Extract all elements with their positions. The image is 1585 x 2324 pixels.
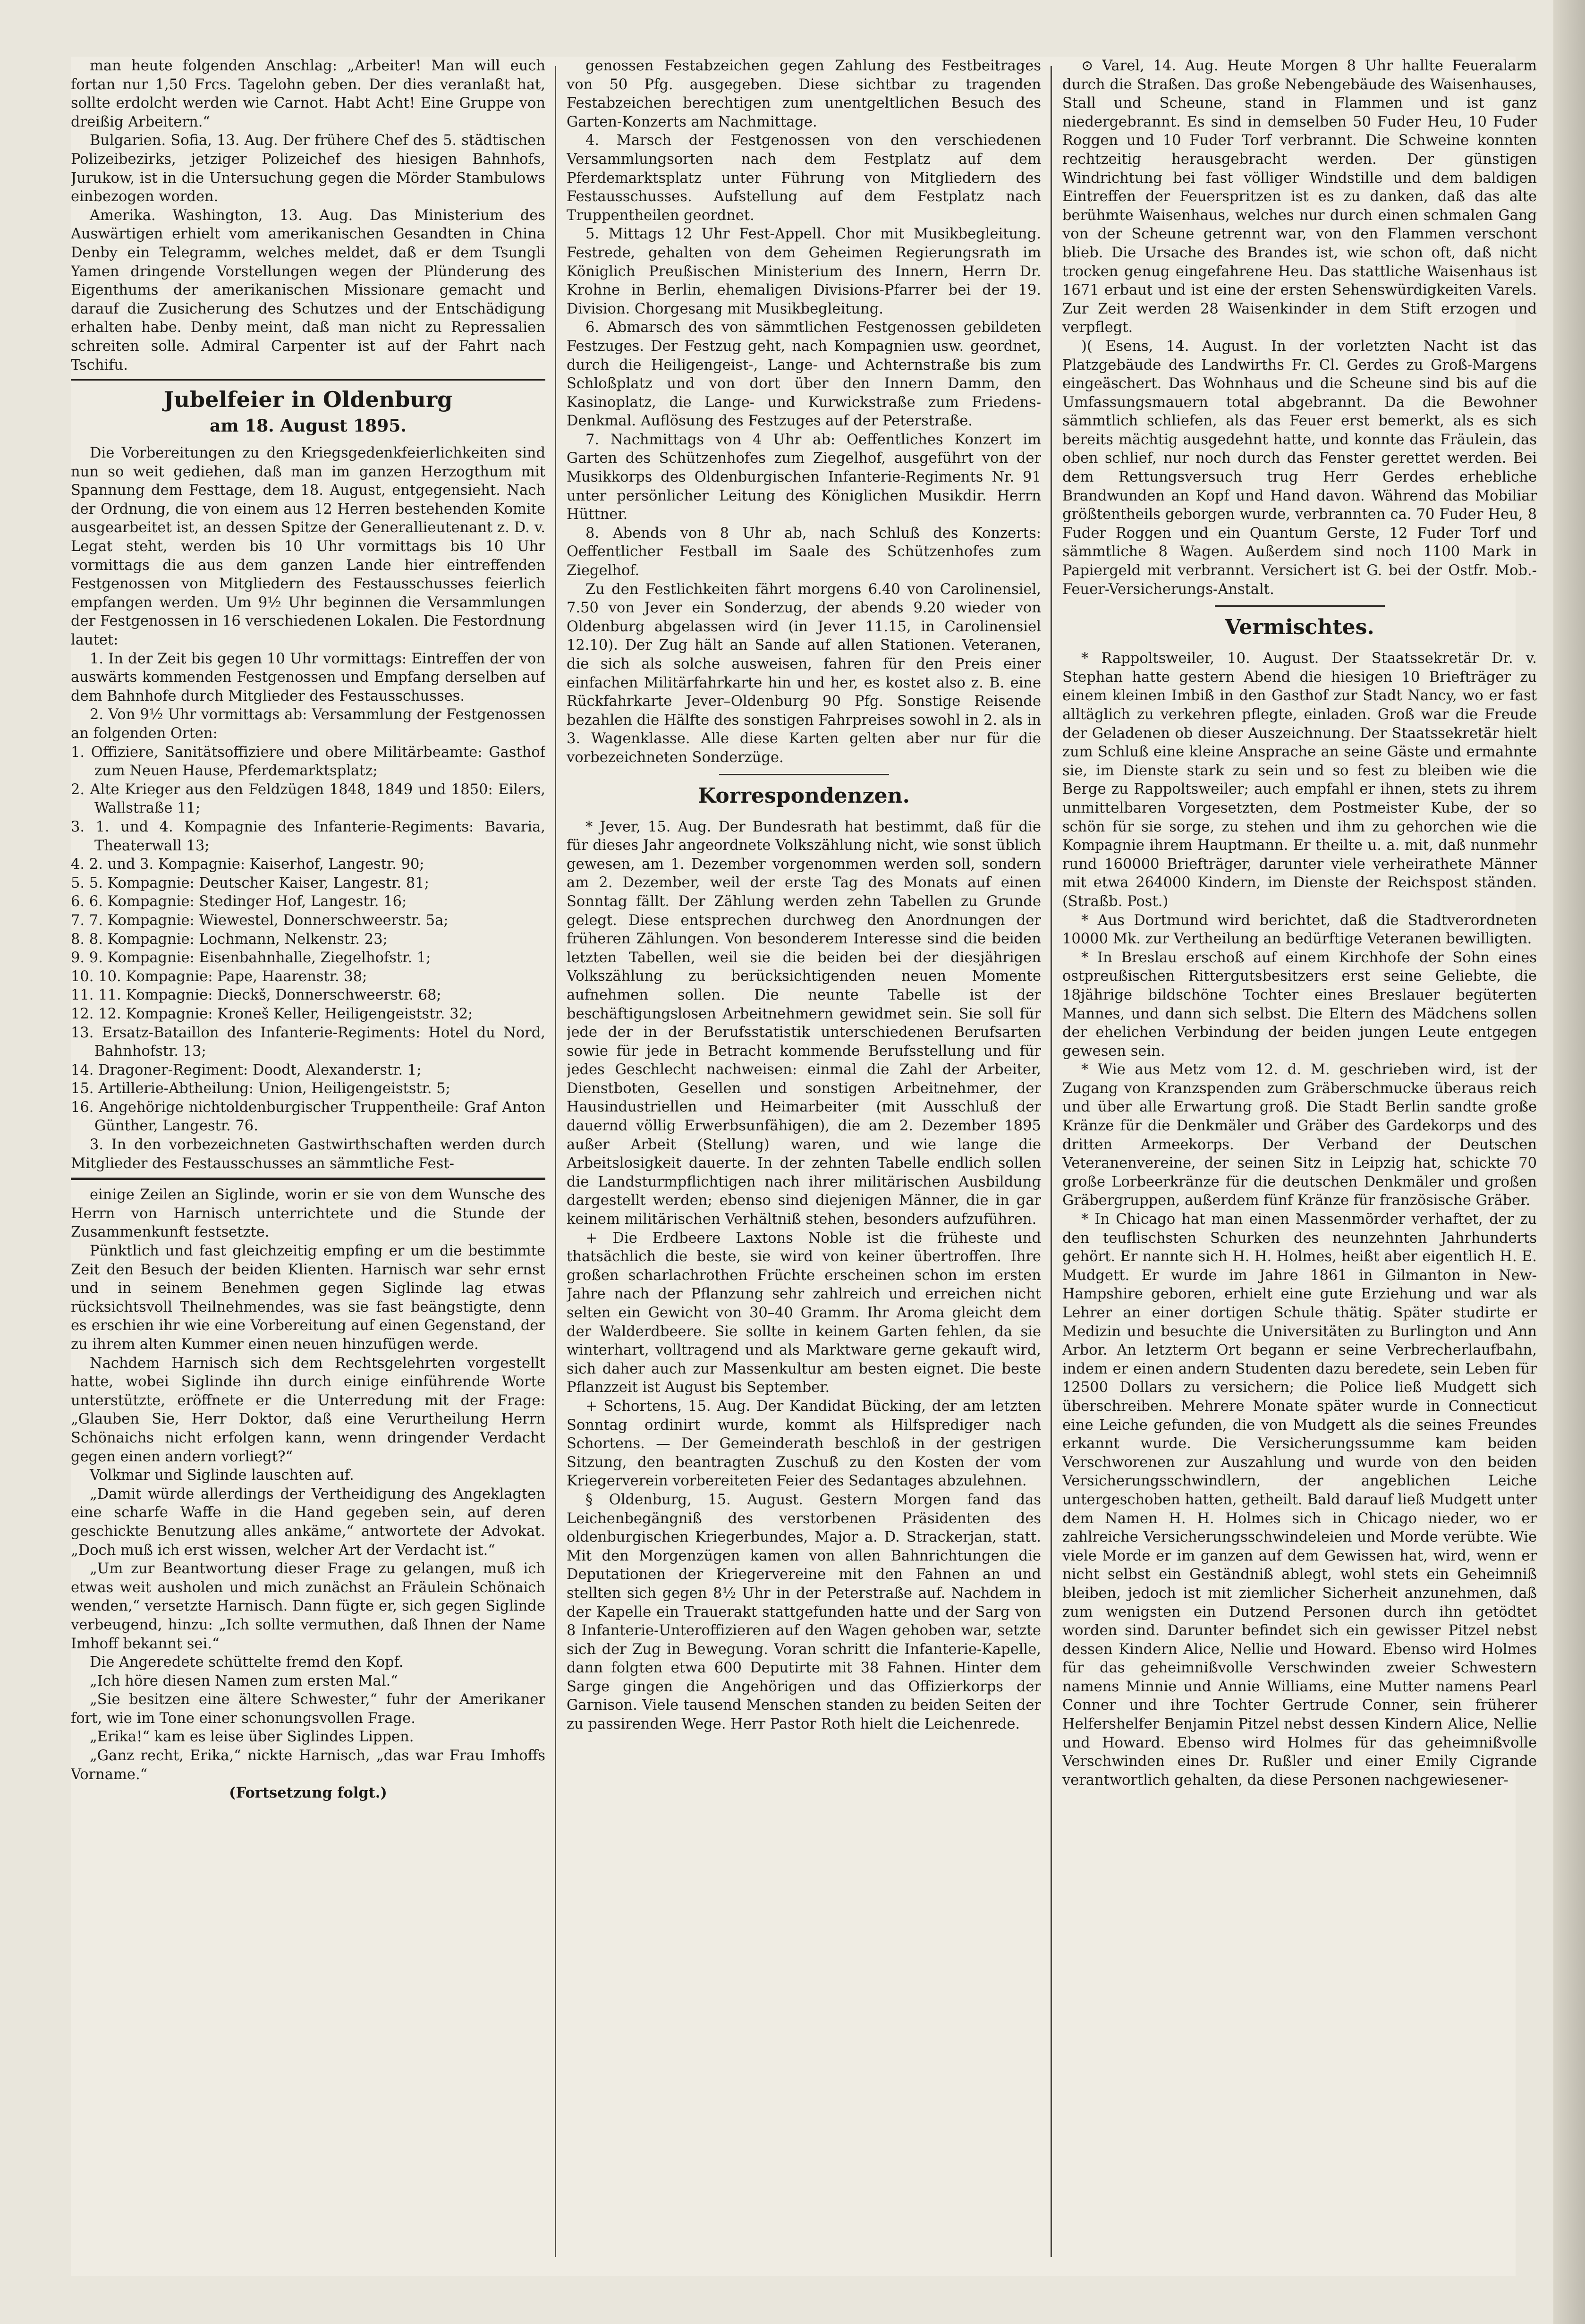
miscellany-paragraph: * In Breslau erschoß auf einem Kirchhofe der Sohn eines ostpreußischen Rittergutsbesitzers erst seine Geliebte, die 18jährige bildschöne Tochter eines Breslauer begüterten Mannes, und dann sich selbst. Die Eltern des Mädchens sollen der ehelichen Verbindung der beiden jungen Leute entgegen gewesen sein. xyxy=(1062,949,1537,1060)
article-paragraph: 2. Von 9½ Uhr vormittags ab: Versammlung der Festgenossen an folgenden Orten: xyxy=(71,706,545,742)
story-paragraph: „Damit würde allerdings der Vertheidigung des Angeklagten eine scharfe Waffe in die Hand gegeben sein, auf deren geschickte Benutzung alles ankäme,“ antwortete der Advokat. „Doch muß ich erst wissen, welcher Art der Verdacht ist.“ xyxy=(71,1485,545,1559)
vermischtes-articles xyxy=(1062,649,1537,1790)
feuilleton-divider xyxy=(71,1178,545,1180)
news-paragraph: )( Esens, 14. August. In der vorletzten Nacht ist das Platzgebäude des Landwirths Fr. Cl. Gerdes zu Groß-Margens eingeäschert. Das Wohnhaus und die Scheune sind bis auf die Umfassungsmauern total abgebrannt. Da die Bewohner sämmtlich schliefen, als das Feuer erst bemerkt, als es sich bereits mächtig ausgedehnt hatte, und konnte das Fräulein, das oben schlief, nur noch durch das Fenster gerettet werden. Bei dem Rettungsversuch trug Herr Gerdes erhebliche Brandwunden an Kopf und Hand davon. Während das Mobiliar größtentheils geborgen wurde, verbrannten ca. 70 Fuder Heu, 8 Fuder Roggen und ein Quantum Gerste, 12 Fuder Torf und sämmtliche 8 Wagen. Außerdem sind noch 1100 Mark in Papiergeld mit verbrannt. Versichert ist G. bei der Ostfr. Mob.-Feuer-Versicherungs-Anstalt. xyxy=(1062,338,1537,598)
story-paragraph: „Ganz recht, Erika,“ nickte Harnisch, „das war Frau Imhoffs Vorname.“ xyxy=(71,1747,545,1783)
location-item: 2. Alte Krieger aus den Feldzügen 1848, 1849 und 1850: Eilers, Wallstraße 11; xyxy=(71,781,545,817)
news-paragraph: Bulgarien. Sofia, 13. Aug. Der frühere Chef des 5. städtischen Polizeibezirks, jetziger Polizeichef des hiesigen Bahnhofs, Jurukow, ist in die Untersuchung gegen die Mörder Stambulows einbezogen worden. xyxy=(71,132,545,205)
program-paragraph: 6. Abmarsch des von sämmtlichen Festgenossen gebildeten Festzuges. Der Festzug geht, nach Kompagnien usw. geordnet, durch die Heiligengeist-, Lange- und Achternstraße bis zum Schloßplatz und von dort über den Innern Damm, den Kasinoplatz, die Lange- und Kurwickstraße zum Friedens-Denkmal. Auflösung des Festzuges auf der Peterstraße. xyxy=(567,319,1041,430)
location-item: 15. Artillerie-Abtheilung: Union, Heiligengeiststr. 5; xyxy=(71,1080,450,1097)
location-item: 6. 6. Kompagnie: Stedinger Hof, Langestr. 16; xyxy=(71,893,407,910)
page-edge xyxy=(1553,0,1585,2324)
feuilleton-story xyxy=(71,1186,545,1784)
story-paragraph: Die Angeredete schüttelte fremd den Kopf. xyxy=(90,1654,404,1671)
story-paragraph: einige Zeilen an Siglinde, worin er sie von dem Wunsche des Herrn von Harnisch unterrichtete und die Stunde der Zusammenkunft festsetzte. xyxy=(71,1187,545,1241)
location-item: 14. Dragoner-Regiment: Doodt, Alexanderstr. 1; xyxy=(71,1061,422,1078)
article-paragraph: Die Vorbereitungen zu den Kriegsgedenkfeierlichkeiten sind nun so weit gediehen, daß man im ganzen Herzogthum mit Spannung dem Festtage, dem 18. August, entgegensieht. Nach der Ordnung, die von einem aus 12 Herren bestehenden Komite ausgearbeitet ist, an dessen Spitze der Generallieutenant z. D. v. Legat steht, werden bis 10 Uhr vormittags bis 10 Uhr vormittags die aus dem ganzen Lande hier eintreffenden Festgenossen von Mitgliedern des Festausschusses feierlich empfangen werden. Um 9½ Uhr beginnen die Versammlungen der Festgenossen in 16 verschiedenen Lokalen. Die Festordnung lautet: xyxy=(71,445,545,649)
correspondence-paragraph: § Oldenburg, 15. August. Gestern Morgen fand das Leichenbegängniß des verstorbenen Präsidenten des oldenburgischen Kriegerbundes, Major a. D. Strackerjan, statt. Mit den Morgenzügen kamen von allen Bahnrichtungen die Deputationen der Kriegervereine mit den Fahnen an und stellten sich gegen 8½ Uhr in der Peterstraße auf. Nachdem in der Kapelle ein Trauerakt stattgefunden hatte und der Sarg von 8 Infanterie-Unteroffizieren auf den Wagen gehoben war, setzte sich der Zug in Bewegung. Voran schritt die Infanterie-Kapelle, dann folgten etwa 600 Deputirte mit 38 Fahnen. Hinter dem Sarge gingen die Angehörigen und das Offizierkorps der Garnison. Viele tausend Menschen standen zu beiden Seiten der zu passirenden Wege. Herr Pastor Roth hielt die Leichenrede. xyxy=(567,1491,1041,1733)
jubelfeier-title: Jubelfeier in Oldenburg xyxy=(163,387,453,413)
story-paragraph: „Ich höre diesen Namen zum ersten Mal.“ xyxy=(90,1672,398,1689)
jubelfeier-continuation: 3. In den vorbezeichneten Gastwirthschaften werden durch Mitglieder des Festausschusses an sämmtliche Fest- xyxy=(71,1137,545,1172)
location-item: 16. Angehörige nichtoldenburgischer Truppentheile: Graf Anton Günther, Langestr. 76. xyxy=(71,1099,545,1135)
assembly-locations-list xyxy=(71,743,545,1136)
program-paragraph: 5. Mittags 12 Uhr Fest-Appell. Chor mit Musikbegleitung. Festrede, gehalten von dem Geheimen Regierungsrath im Königlich Preußischen Ministerium des Innern, Herrn Dr. Krohne in Berlin, ehemaligen Divisions-Pfarrer bei der 19. Division. Chorgesang mit Musikbegleitung. xyxy=(567,226,1041,317)
story-paragraph: „Um zur Beantwortung dieser Frage zu gelangen, muß ich etwas weit ausholen und mich zunächst an Fräulein Schönaich wenden,“ versetzte Harnisch. Dann fügte er, sich gegen Siglinde verbeugend, hinzu: „Ich sollte vermuthen, daß Ihnen der Name Imhoff bekannt sei.“ xyxy=(71,1561,545,1652)
location-item: 13. Ersatz-Bataillon des Infanterie-Regiments: Hotel du Nord, Bahnhofstr. 13; xyxy=(71,1024,545,1060)
jubelfeier-article xyxy=(71,444,545,743)
story-paragraph: Nachdem Harnisch sich dem Rechtsgelehrten vorgestellt hatte, wobei Siglinde ihn durch einige einführende Worte unterstützte, eröffnete er die Unterredung mit der Frage: „Glauben Sie, Herr Doktor, daß eine Verurtheilung Herrn Schönaichs nicht erfolgen kann, wenn dringender Verdacht gegen einen andern vorliegt?“ xyxy=(71,1355,545,1465)
column-3 xyxy=(1062,57,1537,2276)
program-paragraph: 7. Nachmittags von 4 Uhr ab: Oeffentliches Konzert im Garten des Schützenhofes zum Ziegelhof, ausgeführt von der Musikkorps des Oldenburgischen Infanterie-Regiments Nr. 91 unter persönlicher Leitung des Königlichen Musikdir. Herrn Hüttner. xyxy=(567,431,1041,523)
location-item: 3. 1. und 4. Kompagnie des Infanterie-Regiments: Bavaria, Theaterwall 13; xyxy=(71,818,545,854)
location-item: 11. 11. Kompagnie: Dieckš, Donnerschweerstr. 68; xyxy=(71,987,441,1004)
korrespondenzen-title: Korrespondenzen. xyxy=(698,783,910,808)
story-paragraph: „Sie besitzen eine ältere Schwester,“ fuhr der Amerikaner fort, wie im Tone einer schonungsvollen Frage. xyxy=(71,1691,545,1727)
program-paragraph: genossen Festabzeichen gegen Zahlung des Festbeitrages von 50 Pfg. ausgegeben. Diese sichtbar zu tragenden Festabzeichen berechtigen zum unentgeltlichen Besuch des Garten-Konzerts am Nachmittage. xyxy=(567,58,1041,130)
section-divider xyxy=(71,379,545,381)
location-item: 5. 5. Kompagnie: Deutscher Kaiser, Langestr. 81; xyxy=(71,874,429,891)
correspondence-paragraph: * Jever, 15. Aug. Der Bundesrath hat bestimmt, daß für die für dieses Jahr angeordnete Volkszählung nicht, wie sonst üblich gewesen, am 1. Dezember vorgenommen werden soll, sondern am 2. Dezember, weil der erste Tag des Monats auf einen Sonntag fällt. Der Zählung werden zehn Tabellen zu Grunde gelegt. Diese entsprechen durchweg den Anordnungen der früheren Zählungen. Von besonderem Interesse sind die beiden letzten Tabellen, weil sie die beiden bei der diesjährigen Volkszählung zu berücksichtigenden neuen Momente aufnehmen sollen. Die neunte Tabelle ist der beschäftigungslosen Arbeitnehmern gewidmet sein. Sie soll für jede der in der Berufsstatistik unterschiedenen Berufsarten sowie für jede in Betracht kommende Berufsstellung und für jedes Geschlecht nachweisen: einmal die Zahl der Arbeiter, Dienstboten, Gesellen und sonstigen Arbeitnehmer, der Hausindustriellen und Heimarbeiter (mit Ausschluß der dauernd völlig Erwerbsunfähigen), die am 2. Dezember 1895 außer Arbeit (Stellung) waren, und wie lange die Arbeitslosigkeit dauerte. In der zehnten Tabelle endlich sollen die Landsturmpflichtigen nach ihrer militärischen Ausbildung dargestellt werden; ebenso sind diejenigen Männer, die in gar keinem militärischen Verhältniß stehen, besonders aufzuführen. xyxy=(567,818,1041,1228)
column-rule xyxy=(555,66,556,2257)
article-paragraph: 1. In der Zeit bis gegen 10 Uhr vormittags: Eintreffen der von auswärts kommenden Festgenossen und Empfang derselben auf dem Bahnhofe durch Mitglieder des Festausschusses. xyxy=(71,650,545,704)
location-item: 10. 10. Kompagnie: Pape, Haarenstr. 38; xyxy=(71,968,367,985)
column-2 xyxy=(567,57,1041,2276)
newspaper-page xyxy=(71,57,1537,2276)
vermischtes-title: Vermischtes. xyxy=(1225,615,1374,640)
story-paragraph: „Erika!“ kam es leise über Siglindes Lippen. xyxy=(90,1729,414,1746)
program-paragraph: Zu den Festlichkeiten fährt morgens 6.40 von Carolinensiel, 7.50 von Jever ein Sonderzug, der abends 9.20 wieder von Oldenburg abgelassen wird (in Jever 11.15, in Carolinensiel 12.10). Der Zug hält an Sande auf allen Stationen. Veteranen, die sich als solche ausweisen, fahren für den Preis einer einfachen Militärfahrkarte hin und her, es kostet also z. B. eine Rückfahrkarte Jever–Oldenburg 90 Pfg. Sonstige Reisende bezahlen die Hälfte des sonstigen Fahrpreises sowohl in 2. als in 3. Wagenklasse. Alle diese Karten gelten aber nur für die vorbezeichneten Sonderzüge. xyxy=(567,581,1041,766)
correspondence-paragraph: + Schortens, 15. Aug. Der Kandidat Bücking, der am letzten Sonntag ordinirt wurde, kommt als Hilfsprediger nach Schortens. — Der Gemeinderath beschloß in der gestrigen Sitzung, den beantragten Zuschuß zu den Kosten der vom Kriegerverein vorbereiteten Feier des Sedantages abzulehnen. xyxy=(567,1398,1041,1490)
news-paragraph: ⊙ Varel, 14. Aug. Heute Morgen 8 Uhr hallte Feueralarm durch die Straßen. Das große Nebengebäude des Waisenhauses, Stall und Scheune, stand in Flammen und ist ganz niedergebrannt. Es sind in demselben 50 Fuder Heu, 10 Fuder Roggen und 10 Fuder Torf verbrannt. Die Schweine konnten rechtzeitig herausgebracht werden. Der günstigen Windrichtung bei fast völliger Windstille und dem baldigen Eintreffen der Feuerspritzen ist es zu danken, daß das alte berühmte Waisenhaus, welches nur durch einen schmalen Gang von der Scheune getrennt war, von den Flammen verschont blieb. Die Ursache des Brandes ist, wie schon oft, daß nicht trocken genug eingefahrene Heu. Das stattliche Waisenhaus ist 1671 erbaut und ist eine der ersten Sehenswürdigkeiten Varels. Zur Zeit werden 28 Waisenkinder in dem Stift erzogen und verpflegt. xyxy=(1062,58,1537,336)
miscellany-paragraph: * Aus Dortmund wird berichtet, daß die Stadtverordneten 10000 Mk. zur Vertheilung an bedürftige Veteranen bewilligten. xyxy=(1062,912,1537,948)
festival-program xyxy=(567,57,1041,767)
story-paragraph: Pünktlich und fast gleichzeitig empfing er um die bestimmte Zeit den Besuch der beiden Klienten. Harnisch war sehr ernst und in seinem Benehmen gegen Siglinde lag etwas rücksichtsvoll Theilnehmendes, was sie fast beängstigte, denn es erschien ihr wie eine Vorbereitung auf einen Gegenstand, der zu ihrem alten Kummer einen neuen hinzufügen werde. xyxy=(71,1243,545,1353)
location-item: 4. 2. und 3. Kompagnie: Kaiserhof, Langestr. 90; xyxy=(71,856,424,873)
section-divider xyxy=(719,774,889,775)
miscellany-paragraph: * Rappoltsweiler, 10. August. Der Staatssekretär Dr. v. Stephan hatte gestern Abend die hiesigen 10 Briefträger zu einem kleinen Imbiß in den Gasthof zur Stadt Nancy, wo er fast alltäglich zu verkehren pflegte, einladen. Groß war die Freude der Geladenen ob dieser Auszeichnung. Der Staatssekretär hielt zum Schluß eine kleine Ansprache an seine Gäste und ermahnte sie, im Dienste stark zu sein und so fest zu bleiben wie die Berge zu Rappoltsweiler; auch empfahl er ihnen, stets zu ihrem unmittelbaren Vorgesetzten, dem Postmeister Kube, der so schön für sie sorge, zu stehen und ihm zu gehorchen wie die Kompagnie ihrem Hauptmann. Er theilte u. a. mit, daß nunmehr rund 160000 Briefträger, darunter viele verheirathete Männer mit etwa 264000 Kindern, im Dienste der Reichspost ständen. (Straßb. Post.) xyxy=(1062,650,1537,910)
news-paragraph: Amerika. Washington, 13. Aug. Das Ministerium des Auswärtigen erhielt vom amerikanischen Gesandten in China Denby ein Telegramm, welches meldet, daß er dem Tsungli Yamen dringende Vorstellungen wegen der Plünderung des Eigenthums der amerikanischen Missionare gemacht und darauf die Zusicherung des Schutzes und der Entschädigung erhalten habe. Denby meint, daß man nicht zu Repressalien schreiten solle. Admiral Carpenter ist auf der Fahrt nach Tschifu. xyxy=(71,207,545,373)
location-item: 9. 9. Kompagnie: Eisenbahnhalle, Ziegelhofstr. 1; xyxy=(71,950,431,967)
story-paragraph: Volkmar und Siglinde lauschten auf. xyxy=(90,1467,354,1484)
column-rule xyxy=(1051,66,1052,2257)
location-item: 8. 8. Kompagnie: Lochmann, Nelkenstr. 23; xyxy=(71,931,388,948)
korrespondenzen-articles xyxy=(567,818,1041,1734)
program-paragraph: 8. Abends von 8 Uhr ab, nach Schluß des Konzerts: Oeffentlicher Festball im Saale des Schützenhofes zum Ziegelhof. xyxy=(567,525,1041,579)
column-1 xyxy=(71,57,545,2276)
foreign-news xyxy=(71,57,545,374)
program-paragraph: 4. Marsch der Festgenossen von den verschiedenen Versammlungsorten nach dem Festplatz auf dem Pferdemarktsplatz unter Führung von Mitgliedern des Festausschusses. Aufstellung auf dem Festplatz nach Truppentheilen geordnet. xyxy=(567,132,1041,224)
miscellany-paragraph: * In Chicago hat man einen Massenmörder verhaftet, der zu den teuflischsten Schurken des neunzehnten Jahrhunderts gehört. Er nannte sich H. H. Holmes, heißt aber eigentlich H. E. Mudgett. Er wurde im Jahre 1861 in Gilmanton in New-Hampshire geboren, erhielt eine gute Erziehung und war als Lehrer an einer dortigen Schule thätig. Später studirte er Medizin und besuchte die Universitäten zu Burlington und Ann Arbor. An letzterm Ort begann er seine Verbrecherlaufbahn, indem er einen andern Studenten dazu beredete, sein Leben für 12500 Dollars zu versichern; die Police ließ Mudgett sich überschreiben. Mehrere Monate später wurde in Connecticut eine Leiche gefunden, die von Mudgett als die seines Freundes erkannt wurde. Die Versicherungssumme kam beiden Verschworenen zur Auszahlung und wurde von den beiden Versicherungsschwindlern, der angeblichen Leiche untergeschoben hatten, getheilt. Bald darauf ließ Mudgett unter dem Namen H. H. Holmes sich in Chicago nieder, wo er zahlreiche Versicherungsschwindeleien und Morde verübte. Wie viele Morde er im ganzen auf dem Gewissen hat, wird, wenn er nicht selbst ein Geständniß ablegt, wohl stets ein Geheimniß bleiben, jedoch ist mit ziemlicher Sicherheit anzunehmen, daß zum wenigsten ein Dutzend Personen durch ihn getödtet worden sind. Darunter befindet sich ein gewisser Pitzel nebst dessen Kindern Alice, Nellie und Howard. Ebenso wird Holmes für das geheimnißvolle Verschwinden zweier Schwestern namens Minnie und Annie Williams, eine Mutter namens Pearl Conner und ihre Tochter Gertrude Conner, sein früherer Helfershelfer Benjamin Pitzel nebst dessen Kindern Alice, Nellie und Howard. Ebenso wird Holmes für das geheimnißvolle Verschwinden eines Dr. Rußler und einer Emily Cigrande verantwortlich gehalten, da diese Personen nachgewiesener- xyxy=(1062,1211,1537,1789)
location-item: 7. 7. Kompagnie: Wiewestel, Donnerschweerstr. 5a; xyxy=(71,912,449,929)
jubelfeier-date: am 18. August 1895. xyxy=(210,416,407,436)
location-item: 1. Offiziere, Sanitätsoffiziere und obere Militärbeamte: Gasthof zum Neuen Hause, Pferdemarktsplatz; xyxy=(71,744,545,780)
news-paragraph: man heute folgenden Anschlag: „Arbeiter! Man will euch fortan nur 1,50 Frcs. Tagelohn geben. Der dies veranlaßt hat, sollte erdolcht werden wie Carnot. Habt Acht! Eine Gruppe von dreißig Arbeitern.“ xyxy=(71,58,545,130)
continued-note: (Fortsetzung folgt.) xyxy=(229,1784,387,1802)
regional-fire-reports xyxy=(1062,57,1537,599)
section-divider xyxy=(1215,605,1385,607)
location-item: 12. 12. Kompagnie: Kroneš Keller, Heiligengeiststr. 32; xyxy=(71,1005,473,1022)
miscellany-paragraph: * Wie aus Metz vom 12. d. M. geschrieben wird, ist der Zugang von Kranzspenden zum Gräberschmucke überaus reich und über alle Erwartung groß. Die Stadt Berlin sandte große Kränze für die Denkmäler und Gräber des Gardekorps und des dritten Armeekorps. Der Verband der Deutschen Veteranenvereine, der seinen Sitz in Leipzig hat, schickte 70 große Lorbeerkränze für die deutschen Denkmäler und großen Gräbergruppen, außerdem fünf Kränze für französische Gräber. xyxy=(1062,1061,1537,1209)
correspondence-paragraph: + Die Erdbeere Laxtons Noble ist die früheste und thatsächlich die beste, sie wird von keiner übertroffen. Ihre großen scharlachrothen Früchte erscheinen schon im ersten Jahre nach der Pflanzung sehr zahlreich und erreichen nicht selten ein Gewicht von 30–40 Gramm. Ihr Aroma gleicht dem der Walderdbeere. Sie sollte in keinem Garten fehlen, da sie winterhart, volltragend und als Marktware gerne gekauft wird, sich daher auch zur Massenkultur am besten eignet. Die beste Pflanzzeit ist August bis September. xyxy=(567,1230,1041,1396)
